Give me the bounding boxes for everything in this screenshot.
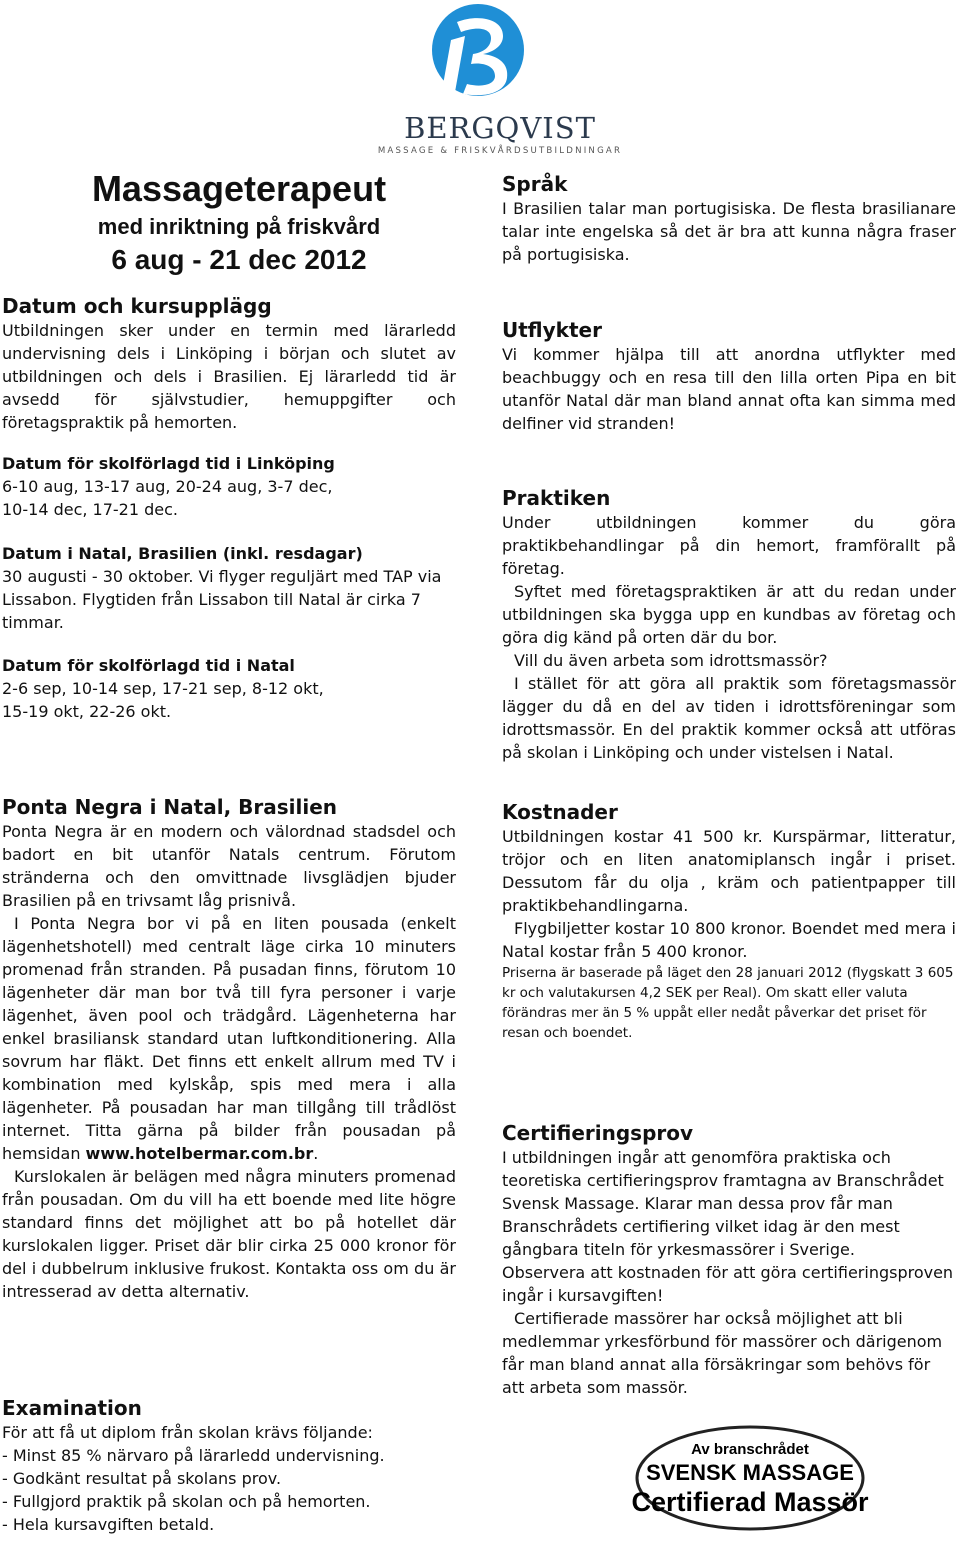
natal-text: 30 augusti - 30 oktober. Vi flyger reguljärt med TAP via Lissabon. Flygtiden från Lissabon till Natal är cirka 7 timmar. [2, 567, 442, 632]
hotel-link[interactable]: www.hotelbermar.com.br [85, 1144, 314, 1163]
page-title: Massageterapeut [91, 168, 387, 209]
exam-item: - Hela kursavgiften betald. [2, 1515, 215, 1534]
natal-school-dates-2: 15-19 okt, 22-26 okt. [2, 702, 172, 721]
b-mark-icon [432, 4, 524, 96]
cert-heading: Certifieringsprov [502, 1121, 694, 1145]
stamp-line-3: Certifierad Massör [631, 1487, 869, 1517]
stamp-line-2: SVENSK MASSAGE [646, 1460, 854, 1485]
utflykter-heading: Utflykter [502, 318, 602, 342]
exam-item: - Minst 85 % närvaro på lärarledd undervisning. [2, 1446, 385, 1465]
section-examination [2, 1396, 456, 1536]
linkoping-dates-1: 6-10 aug, 13-17 aug, 20-24 aug, 3-7 dec, [2, 477, 333, 496]
section-utflykter [502, 318, 956, 435]
page-subtitle: med inriktning på friskvård [97, 214, 381, 239]
ponta-paragraph-1: Ponta Negra är en modern och välordnad stadsdel och badort en bit utanför Natals centrum. Förutom stränderna och den omvittnade livsglädjen bjuder Brasilien på en trivsamt låg prisnivå. [2, 822, 456, 910]
datum-text: Utbildningen sker under en termin med lärarledd undervisning dels i Linköping i början och slutet av utbildningen och dels i Brasilien. Ej lärarledd tid är avsedd för självstudier, hemuppgifter och företagspraktik på hemorten. [2, 321, 456, 432]
kostnader-paragraph-1: Utbildningen kostar 41 500 kr. Kurspärmar, litteratur, tröjor och en liten anatomiplansch ingår i priset. Dessutom får du olja , kräm och patientpapper till praktikbehandlingarna. [502, 827, 956, 915]
brand-logo [377, 0, 623, 160]
section-certifieringsprov [502, 1121, 956, 1399]
ponta-heading: Ponta Negra i Natal, Brasilien [2, 795, 337, 819]
stamp-line-1: Av branschrådet [691, 1441, 809, 1458]
section-kostnader [502, 800, 956, 1043]
kostnader-note: Priserna är baserade på läget den 28 januari 2012 (flygskatt 3 605 kr och valutakursen 4,2 SEK per Real). Om skatt eller valuta förändras mer än 5 % uppåt eller nedåt påverkar det priset för resan och boendet. [502, 965, 954, 1041]
natal-heading: Datum i Natal, Brasilien (inkl. resdagar) [2, 544, 363, 563]
praktiken-paragraph-4: I stället för att göra all praktik som företagsmassör lägger du då en del av tiden i idrottsföreningar som idrottsmassör. En del praktik kommer också att utföras på skolan i Linköping och under vistelsen i Natal. [502, 674, 956, 762]
section-linkoping [2, 452, 456, 521]
section-datum [2, 294, 456, 434]
section-natal [2, 542, 456, 634]
natal-school-heading: Datum för skolförlagd tid i Natal [2, 656, 295, 675]
praktiken-heading: Praktiken [502, 486, 611, 510]
title-block [0, 168, 478, 278]
course-dates: 6 aug - 21 dec 2012 [111, 244, 367, 275]
cert-paragraph-1: I utbildningen ingår att genomföra praktiska och teoretiska certifieringsprov framtagna av Branschrådet Svensk Massage. Klarar man dessa prov får man Branschrådets certifiering vilket idag är den mest gångbara titeln för yrkesmassörer i Sverige. [502, 1148, 944, 1259]
natal-school-dates-1: 2-6 sep, 10-14 sep, 17-21 sep, 8-12 okt, [2, 679, 324, 698]
linkoping-heading: Datum för skolförlagd tid i Linköping [2, 454, 335, 473]
cert-paragraph-3: Certifierade massörer har också möjlighet att bli medlemmar yrkesförbund för massörer och därigenom får man bland annat alla försäkringar som behövs för att arbeta som massör. [502, 1309, 943, 1397]
sprak-text: I Brasilien talar man portugisiska. De flesta brasilianare talar inte engelska så det är bra att kunna några fraser på portugisiska. [502, 199, 956, 264]
ponta-paragraph-3: Kurslokalen är belägen med några minuters promenad från pousadan. Om du vill ha ett boende med lite högre standard finns det möjlighet att bo på hotellet där kurslokalen ligger. Priset där blir cirka 25 000 kronor för del i dubbelrum inklusive frukost. Kontakta oss om du är intresserad av detta alternativ. [2, 1167, 456, 1301]
kostnader-paragraph-2: Flygbiljetter kostar 10 800 kronor. Boendet med mera i Natal kostar från 5 400 kronor. [502, 919, 956, 961]
section-praktiken [502, 486, 956, 764]
praktiken-paragraph-3: Vill du även arbeta som idrottsmassör? [514, 651, 828, 670]
exam-item: - Fullgjord praktik på skolan och på hemorten. [2, 1492, 371, 1511]
certification-stamp [631, 1424, 869, 1532]
section-sprak [502, 172, 956, 266]
sprak-heading: Språk [502, 172, 568, 196]
exam-item: - Godkänt resultat på skolans prov. [2, 1469, 282, 1488]
utflykter-text: Vi kommer hjälpa till att anordna utflykter med beachbuggy och en resa till den lilla orten Pipa en bit utanför Natal där man bland annat ofta kan simma med delfiner vid stranden! [502, 345, 956, 433]
praktiken-paragraph-1: Under utbildningen kommer du göra praktikbehandlingar på din hemort, framförallt på företag. [502, 513, 956, 578]
exam-intro: För att få ut diplom från skolan krävs följande: [2, 1423, 373, 1442]
cert-paragraph-2: Observera att kostnaden för att göra certifieringsproven ingår i kursavgiften! [502, 1263, 954, 1305]
section-natal-school [2, 654, 456, 723]
brand-tagline: MASSAGE & FRISKVÅRDSUTBILDNINGAR [377, 146, 623, 156]
linkoping-dates-2: 10-14 dec, 17-21 dec. [2, 500, 179, 519]
kostnader-heading: Kostnader [502, 800, 618, 824]
praktiken-paragraph-2: Syftet med företagspraktiken är att du redan under utbildningen ska bygga upp en kundbas av företag och göra dig känd på orten där du bor. [502, 582, 956, 647]
brand-name: BERGQVIST [404, 111, 596, 145]
datum-heading: Datum och kursupplägg [2, 294, 272, 318]
section-ponta-negra [2, 795, 456, 1303]
exam-heading: Examination [2, 1396, 142, 1420]
ponta-paragraph-2: I Ponta Negra bor vi på en liten pousada (enkelt lägenhetshotell) med centralt läge cirka 10 minuters promenad från stranden. På pusadan finns, förutom 10 lägenheter där man bor två till fyra personer i varje lägenhet, även pool och trädgård. Lägenheterna har enkel brasiliansk standard utan luftkonditionering. Alla sovrum har fläkt. Det finns ett enkelt allrum med TV i kombination med kylskåp, spis med mera i alla lägenheter. På pousadan har man tillgång till trådlöst internet. Titta gärna på bilder från pousadan på hemsidan www.hotelbermar.com.br. [2, 914, 456, 1163]
